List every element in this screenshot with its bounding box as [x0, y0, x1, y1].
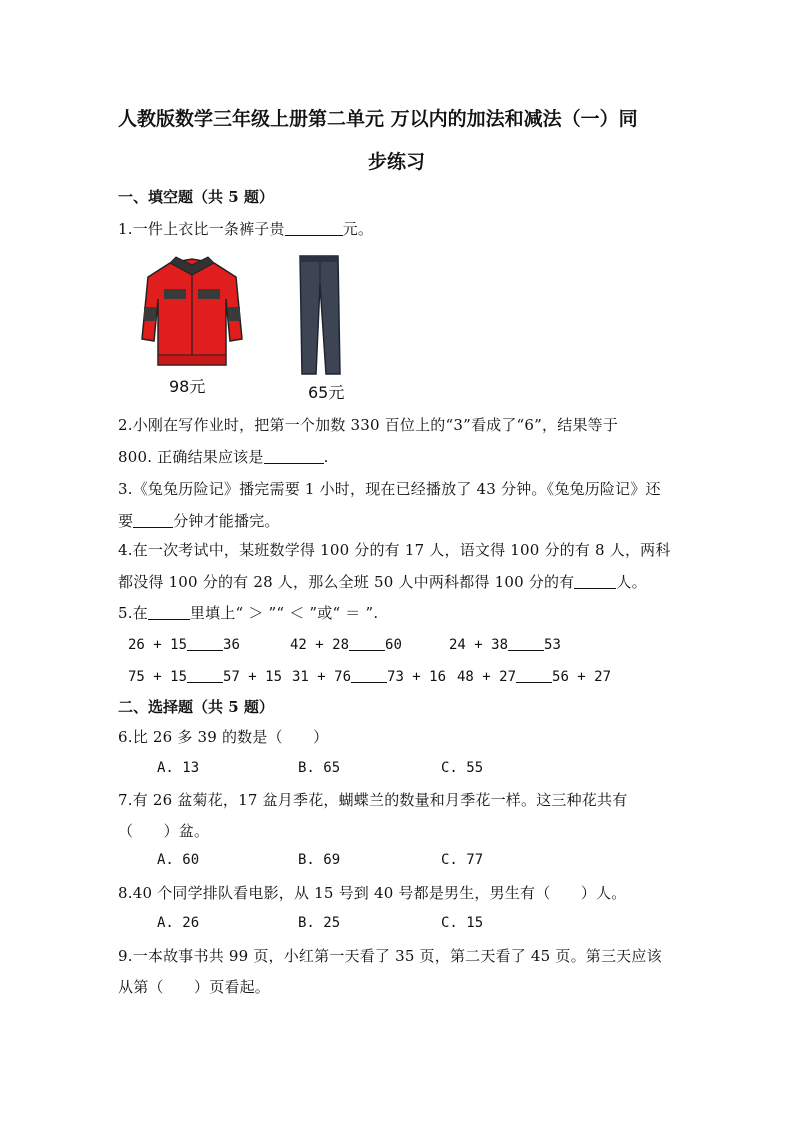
question-8: 8.40 个同学排队看电影，从 15 号到 40 号都是男生，男生有（ ）人。	[118, 884, 627, 902]
jacket-price: 98元	[169, 377, 206, 396]
question-3-text: 要	[118, 512, 134, 530]
question-4-end: 人。	[616, 573, 647, 591]
worksheet-title-line1: 人教版数学三年级上册第二单元 万以内的加法和减法（一）同	[118, 108, 638, 130]
question-4-line2	[118, 571, 647, 592]
question-9-line1: 9.一本故事书共 99 页，小红第一天看了 35 页，第二天看了 45 页。第三天应该	[118, 947, 662, 965]
question-3-end: 分钟才能播完。	[173, 512, 280, 530]
option-a[interactable]: A. 60	[157, 852, 200, 868]
question-5	[118, 602, 378, 623]
comparison-left: 24 + 38	[449, 637, 509, 653]
comparison-item	[290, 636, 402, 653]
comparison-right: 57 + 15	[223, 669, 283, 685]
comparison-item	[292, 668, 446, 685]
comparison-blank[interactable]	[187, 668, 223, 683]
question-3-line2	[118, 510, 280, 531]
question-3-line1: 3.《兔兔历险记》播完需要 1 小时，现在已经播放了 43 分钟。《兔兔历险记》还	[118, 480, 661, 498]
option-c[interactable]: C. 77	[441, 852, 484, 868]
question-1	[118, 218, 373, 239]
question-1-unit: 元。	[342, 220, 374, 238]
question-5-text: 5.在	[118, 604, 148, 622]
comparison-blank[interactable]	[187, 636, 223, 651]
question-1-text: 1.一件上衣比一条裤子贵	[118, 220, 285, 238]
option-c[interactable]: C. 55	[441, 760, 484, 776]
question-2-text: 800. 正确结果应该是	[118, 448, 264, 466]
comparison-left: 75 + 15	[128, 669, 188, 685]
question-4-line1: 4.在一次考试中，某班数学得 100 分的有 17 人，语文得 100 分的有 8 人，两科	[118, 541, 671, 559]
answer-blank[interactable]	[264, 449, 324, 464]
question-7-line2: （ ）盆。	[118, 822, 210, 840]
comparison-item	[128, 636, 240, 653]
comparison-blank[interactable]	[349, 636, 385, 651]
question-2-line1: 2.小刚在写作业时，把第一个加数 330 百位上的“3”看成了“6”，结果等于	[118, 416, 619, 434]
comparison-left: 31 + 76	[292, 669, 352, 685]
comparison-right: 60	[385, 637, 402, 653]
answer-blank[interactable]	[574, 574, 616, 589]
comparison-item	[449, 636, 561, 653]
comparison-blank[interactable]	[351, 668, 387, 683]
option-b[interactable]: B. 69	[298, 852, 341, 868]
question-5-instruction: 里填上“ ＞ ”“ ＜ ”或“ ＝ ”.	[189, 604, 379, 622]
comparison-blank[interactable]	[508, 636, 544, 651]
option-a[interactable]: A. 26	[157, 915, 200, 931]
comparison-blank[interactable]	[516, 668, 552, 683]
comparison-item	[128, 668, 282, 685]
section-heading-multiple-choice: 二、选择题（共 5 题）	[118, 698, 274, 716]
pants-image	[296, 254, 342, 376]
question-6: 6.比 26 多 39 的数是（ ）	[118, 728, 329, 746]
section-heading-fill-blank: 一、填空题（共 5 题）	[118, 188, 274, 206]
question-4-text: 都没得 100 分的有 28 人，那么全班 50 人中两科都得 100 分的有	[118, 573, 575, 591]
comparison-left: 26 + 15	[128, 637, 188, 653]
option-b[interactable]: B. 65	[298, 760, 341, 776]
comparison-right: 36	[223, 637, 240, 653]
question-2-line2	[118, 446, 329, 467]
answer-blank[interactable]	[285, 221, 343, 236]
answer-blank[interactable]	[133, 513, 173, 528]
comparison-left: 42 + 28	[290, 637, 350, 653]
comparison-left: 48 + 27	[457, 669, 517, 685]
comparison-right: 56 + 27	[552, 669, 612, 685]
question-9-line2: 从第（ ）页看起。	[118, 978, 271, 996]
answer-blank[interactable]	[148, 605, 190, 620]
question-7-line1: 7.有 26 盆菊花，17 盆月季花，蝴蝶兰的数量和月季花一样。这三种花共有	[118, 791, 628, 809]
jacket-image	[140, 255, 244, 371]
question-2-end: .	[323, 448, 329, 466]
comparison-item	[457, 668, 611, 685]
pants-price: 65元	[308, 383, 345, 402]
option-a[interactable]: A. 13	[157, 760, 200, 776]
worksheet-title-line2: 步练习	[368, 151, 426, 173]
comparison-right: 53	[544, 637, 561, 653]
option-c[interactable]: C. 15	[441, 915, 484, 931]
comparison-right: 73 + 16	[387, 669, 447, 685]
option-b[interactable]: B. 25	[298, 915, 341, 931]
